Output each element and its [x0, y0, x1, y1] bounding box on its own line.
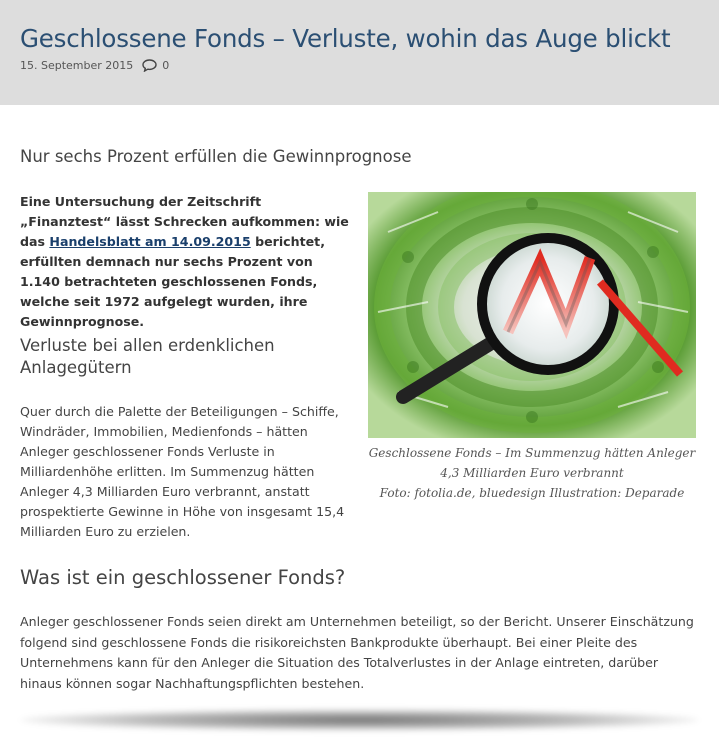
heading-verluste: Verluste bei allen erdenklichen Anlagegütern [20, 336, 275, 377]
image-caption [358, 443, 706, 503]
post-date[interactable]: 15. September 2015 [20, 59, 134, 72]
magnifier-over-euro-banknotes-icon [368, 192, 696, 438]
comment-bubble-icon[interactable] [142, 59, 157, 72]
heading-prognose: Nur sechs Prozent erfüllen die Gewinnprognose [20, 147, 412, 166]
heading-was-ist: Was ist ein geschlossener Fonds? [20, 566, 346, 589]
intro-paragraph [20, 192, 350, 332]
card-shadow [20, 709, 699, 731]
verluste-paragraph: Quer durch die Palette der Beteiligungen – Schiffe, Windräder, Immobilien, Medienfonds – hätten Anleger geschlossener Fonds Verluste in Milliardenhöhe erlitten. Im Summenzug hätten Anleger 4,3 Milliarden Euro verbrannt, anstatt prospektierte Gewinne in Höhe von insgesamt 15,4 Milliarden Euro zu erzielen. [20, 404, 345, 539]
was-ist-paragraph: Anleger geschlossener Fonds seien direkt am Unternehmen beteiligt, so der Bericht. Unserer Einschätzung folgend sind geschlossene Fonds die risikoreichsten Bankprodukte überhaupt. Bei einer Pleite des Unternehmens kann für den Anleger die Situation des Totalverlustes in der Anlage eintreten, darüber hinaus können sogar Nachhaftungspflichten bestehen. [20, 614, 694, 691]
post-meta [20, 59, 169, 72]
post-header [0, 0, 719, 105]
comment-count[interactable]: 0 [162, 59, 170, 72]
post-title[interactable]: Geschlossene Fonds – Verluste, wohin das Auge blickt [20, 24, 671, 53]
article-image[interactable] [368, 192, 696, 438]
intro-text-end: berichtet, erfüllten demnach nur sechs Prozent von 1.140 betrachteten geschlossenen Fonds, welche seit 1972 aufgelegt wurden, ihre Gewinnprognose. [20, 234, 325, 329]
caption-text: Geschlossene Fonds – Im Summenzug hätten Anleger 4,3 Milliarden Euro verbrannt [368, 446, 696, 480]
intro-text-start: Eine Untersuchung der Zeitschrift „Finanztest“ lässt Schrecken aufkommen: wie das [20, 194, 349, 249]
caption-credit: Foto: fotolia.de, bluedesign Illustration: Deparade [379, 486, 685, 500]
handelsblatt-link[interactable]: Handelsblatt am 14.09.2015 [49, 234, 251, 249]
